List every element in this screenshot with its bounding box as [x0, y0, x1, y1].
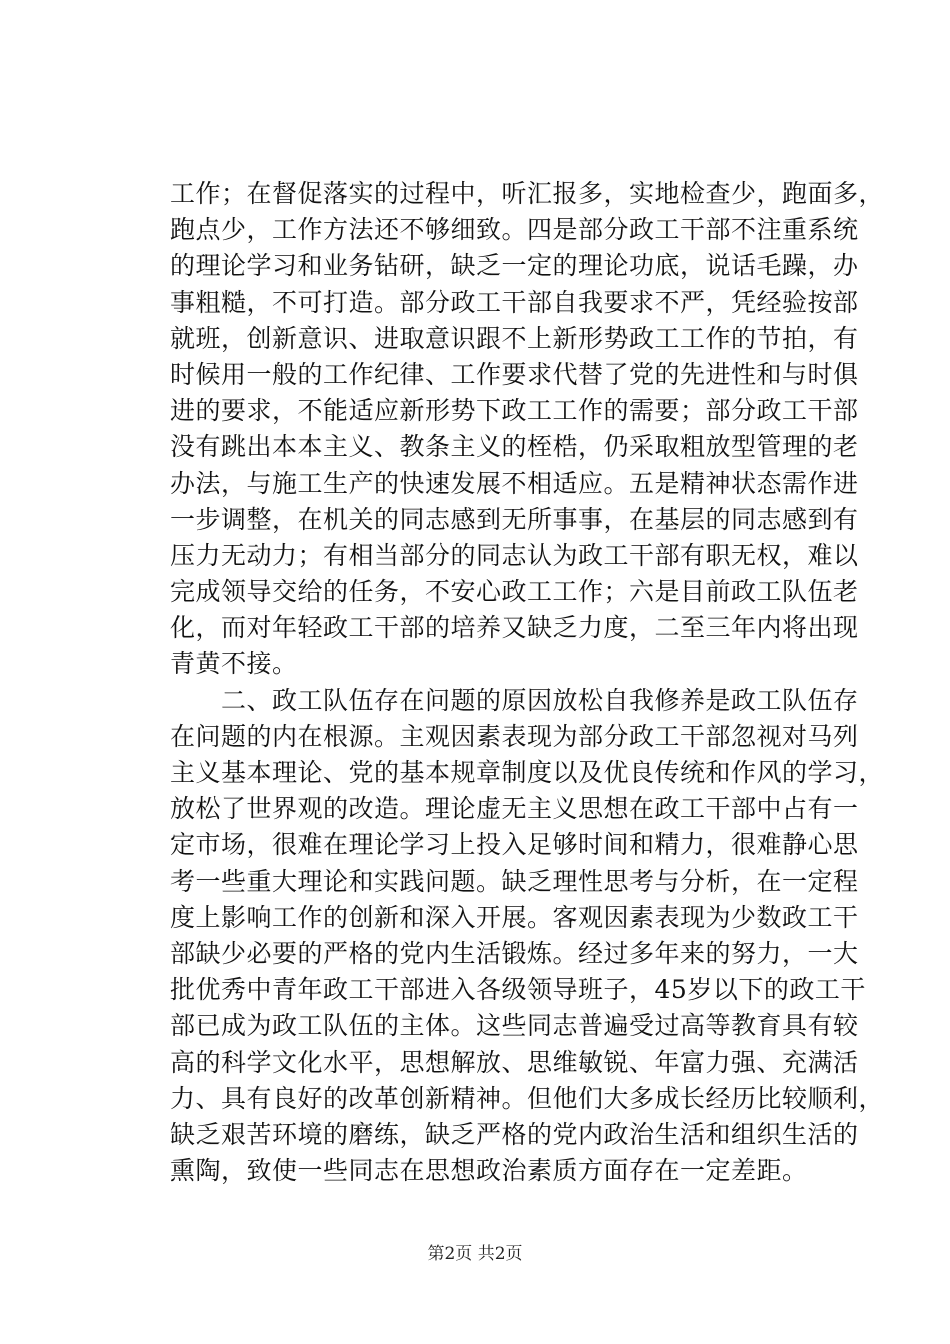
text-line: 高的科学文化水平，思想解放、思维敏锐、年富力强、充满活 [170, 1047, 859, 1077]
text-line: 部已成为政工队伍的主体。这些同志普遍受过高等教育具有较 [170, 1011, 859, 1041]
text-line: 熏陶，致使一些同志在思想政治素质方面存在一定差距。 [170, 1156, 808, 1186]
text-line: 放松了世界观的改造。理论虚无主义思想在政工干部中占有一 [170, 794, 859, 824]
text-line: 考一些重大理论和实践问题。缺乏理性思考与分析，在一定程 [170, 866, 859, 896]
text-line: 就班，创新意识、进取意识跟不上新形势政工工作的节拍，有 [170, 323, 859, 353]
text-line: 事粗糙，不可打造。部分政工干部自我要求不严，凭经验按部 [170, 287, 859, 317]
text-line: 时候用一般的工作纪律、工作要求代替了党的先进性和与时俱 [170, 359, 859, 389]
text-line: 力、具有良好的改革创新精神。但他们大多成长经历比较顺利， [170, 1083, 885, 1113]
page-footer: 第2页 共2页 [427, 1244, 523, 1264]
text-line: 跑点少，工作方法还不够细致。四是部分政工干部不注重系统 [170, 215, 859, 245]
text-line: 批优秀中青年政工干部进入各级领导班子，45岁以下的政工干 [170, 975, 866, 1005]
text-line: 主义基本理论、党的基本规章制度以及优良传统和作风的学习， [170, 758, 885, 787]
text-line: 在问题的内在根源。主观因素表现为部分政工干部忽视对马列 [170, 721, 859, 751]
text-line: 二、政工队伍存在问题的原因放松自我修养是政工队伍存 [170, 685, 859, 715]
text-line: 的理论学习和业务钻研，缺乏一定的理论功底，说话毛躁，办 [170, 251, 859, 281]
text-line: 缺乏艰苦环境的磨练，缺乏严格的党内政治生活和组织生活的 [170, 1119, 859, 1149]
text-line: 工作；在督促落实的过程中，听汇报多，实地检查少，跑面多， [170, 179, 885, 208]
text-line: 定市场，很难在理论学习上投入足够时间和精力，很难静心思 [170, 830, 859, 860]
text-line: 进的要求，不能适应新形势下政工工作的需要；部分政工干部 [170, 396, 859, 426]
text-line: 一步调整，在机关的同志感到无所事事，在基层的同志感到有 [170, 504, 859, 534]
body-text [170, 176, 885, 1189]
text-line: 完成领导交给的任务，不安心政工工作；六是目前政工队伍老 [170, 577, 859, 607]
text-line: 青黄不接。 [170, 649, 298, 679]
text-line: 办法，与施工生产的快速发展不相适应。五是精神状态需作进 [170, 468, 859, 498]
text-line: 度上影响工作的创新和深入开展。客观因素表现为少数政工干 [170, 902, 859, 932]
text-line: 压力无动力；有相当部分的同志认为政工干部有职无权，难以 [170, 540, 859, 570]
text-line: 没有跳出本本主义、教条主义的桎梏，仍采取粗放型管理的老 [170, 432, 859, 462]
text-line: 化，而对年轻政工干部的培养又缺乏力度，二至三年内将出现 [170, 613, 859, 643]
text-line: 部缺少必要的严格的党内生活锻炼。经过多年来的努力，一大 [170, 938, 859, 968]
